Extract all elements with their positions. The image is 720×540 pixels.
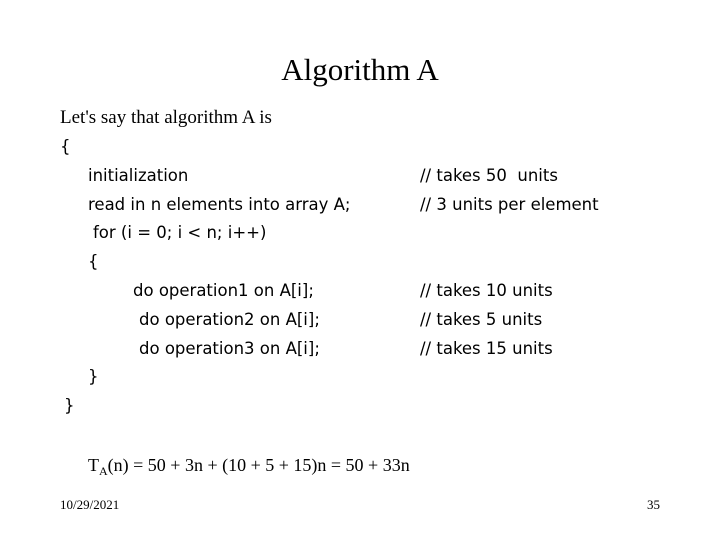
comment-operation1: // takes 10 units: [420, 281, 553, 300]
code-line-operation2: do operation2 on A[i];: [139, 310, 320, 329]
comment-operation2: // takes 5 units: [420, 310, 543, 329]
code-line-operation3: do operation3 on A[i];: [139, 339, 320, 358]
slide-title: Algorithm A: [281, 52, 439, 87]
formula-subscript: A: [99, 464, 108, 478]
code-line-operation1: do operation1 on A[i];: [133, 281, 314, 300]
intro-text: Let's say that algorithm A is: [60, 107, 272, 128]
code-line-initialization: initialization: [88, 166, 189, 185]
loop-close-brace: }: [88, 367, 99, 386]
comment-initialization: // takes 50 units: [420, 166, 558, 185]
open-brace: {: [60, 137, 71, 156]
loop-open-brace: {: [88, 252, 99, 271]
page-number: 35: [647, 497, 660, 512]
formula-rest: (n) = 50 + 3n + (10 + 5 + 15)n = 50 + 33n: [107, 455, 410, 475]
complexity-formula: [88, 455, 410, 479]
comment-operation3: // takes 15 units: [420, 339, 553, 358]
slide-date: 10/29/2021: [60, 497, 120, 512]
comment-read: // 3 units per element: [420, 195, 599, 214]
code-line-for-loop: for (i = 0; i < n; i++): [93, 223, 267, 242]
close-brace: }: [64, 396, 75, 415]
formula-t: T: [88, 455, 99, 475]
code-line-read: read in n elements into array A;: [88, 195, 351, 214]
